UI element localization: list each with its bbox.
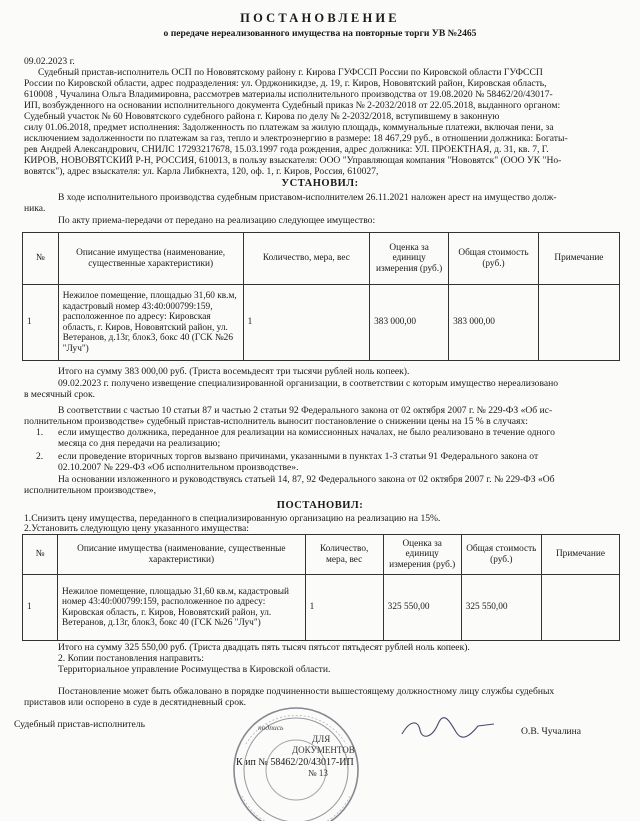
- intro-line: силу 01.06.2018, предмет исполнения: Задолженность по платежам за жилую площадь, коммунальные платежи, включая пени, за: [24, 122, 554, 133]
- stamp-line: ДОКУМЕНТОВ: [292, 745, 355, 755]
- cell-desc: Нежилое помещение, площадью 31,60 кв.м, кадастровый номер 43:40:000799:159, расположенное по адресу: Кировская область, г. Киров, Нововятский район, ул. Ветеранов, д.13г, блок3, бокс 40 (ГСК №26 "Луч"): [58, 575, 306, 641]
- col-header-desc: Описание имущества (наименование, существенные характеристики): [58, 233, 243, 285]
- col-header-num: №: [23, 535, 58, 575]
- intro-line: ИП, возбужденного на основании исполнительного документа Судебный приказ № 2-2032/2018 от 22.05.2018, выданного органом:: [24, 100, 561, 111]
- document-date: 09.02.2023 г.: [24, 56, 75, 67]
- arrest-text-line: В ходе исполнительного производства судебным приставом-исполнителем 26.11.2021 наложен арест на имущество долж-: [58, 192, 557, 203]
- table-row: [23, 285, 620, 361]
- bullet-1: 1.: [36, 427, 44, 438]
- col-header-qty: Количество, мера, вес: [305, 535, 383, 575]
- case-1-line: месяца со дня передачи на реализацию;: [58, 438, 221, 449]
- appeal-text-line: приставов или оспорено в суде в десятидневный срок.: [24, 697, 247, 708]
- footer-reference: К ип № 58462/20/43017-ИП: [236, 757, 354, 768]
- notice-text-line: 09.02.2023 г. получено извещение специализированной организации, в соответствии с которым имущество нереализовано: [58, 378, 559, 389]
- stamp-line: № 13: [308, 768, 328, 778]
- intro-line: вовятск"), адрес взыскателя: ул. Карла Либкнехта, 120, оф. 1, г. Киров, Россия, 610027,: [24, 166, 379, 177]
- cell-num: 1: [23, 575, 58, 641]
- intro-line: Судебный участок № 60 Нововятского судебного района г. Кирова по делу № 2-2032/2018, вступившему в законную: [24, 111, 500, 122]
- bullet-2: 2.: [36, 451, 44, 462]
- decided-header: ПОСТАНОВИЛ:: [276, 500, 364, 511]
- intro-line: КИРОВ, НОВОВЯТСКИЙ Р-Н, РОССИЯ, 610013, в пользу взыскателя: ООО "Управляющая компания "Нововятск" (ООО УК "Но-: [24, 155, 562, 166]
- signer-name: О.В. Чучалина: [521, 726, 582, 737]
- cell-total: 325 550,00: [461, 575, 541, 641]
- law-text-line: полнительном производстве» судебный пристав-исполнитель выносит постановление о снижении цены на 15 % в случаях:: [24, 416, 528, 427]
- intro-line: 610008 , Чучалина Ольга Владимировна, рассмотрев материалы исполнительного производства от 19.08.2020 № 58462/20/43017-: [24, 89, 553, 100]
- property-table: [22, 232, 620, 361]
- new-price-table: [22, 534, 620, 641]
- arrest-text-line: ника.: [24, 203, 46, 214]
- notice-text-line: в месячный срок.: [24, 389, 96, 400]
- cell-note: [541, 575, 619, 641]
- decision-1: 1.Снизить цену имущества, переданного в специализированную организацию на реализацию на 15%.: [24, 513, 441, 524]
- stamp-line: ДЛЯ: [312, 734, 331, 744]
- table-header-row: [23, 535, 620, 575]
- established-header: УСТАНОВИЛ:: [281, 178, 359, 189]
- document-subtitle: о передаче нереализованного имущества на повторные торги УВ №2465: [163, 28, 477, 39]
- cell-num: 1: [23, 285, 59, 361]
- basis-text-line: На основании изложенного и руководствуясь статьей 14, 87, 92 Федерального закона от 02 октября 2007 г. № 229-ФЗ «Об: [58, 474, 555, 485]
- col-header-total: Общая стоимость (руб.): [449, 233, 539, 285]
- case-1-line: если имущество должника, переданное для реализации на комиссионных началах, не было реализовано в течение одного: [58, 427, 555, 438]
- table-row: [23, 575, 620, 641]
- case-2-line: 02.10.2007 № 229-ФЗ «Об исполнительном производстве».: [58, 462, 299, 473]
- law-text-line: В соответствии с частью 10 статьи 87 и частью 2 статьи 92 Федерального закона от 02 октября 2007 г. № 229-ФЗ «Об ис-: [58, 405, 553, 416]
- cell-qty: 1: [243, 285, 370, 361]
- col-header-qty: Количество, мера, вес: [243, 233, 370, 285]
- cell-unit-price: 325 550,00: [383, 575, 461, 641]
- col-header-note: Примечание: [541, 535, 619, 575]
- basis-text-line: исполнительном производстве»,: [24, 485, 156, 496]
- act-text: По акту приема-передачи от передано на реализацию следующее имущество:: [58, 215, 376, 226]
- cell-unit-price: 383 000,00: [370, 285, 449, 361]
- col-header-desc: Описание имущества (наименование, существенные характеристики): [58, 535, 306, 575]
- total-2: Итого на сумму 325 550,00 руб. (Триста двадцать пять тысяч пятьсот пятьдесят рублей ноль копеек).: [58, 642, 470, 653]
- cell-total: 383 000,00: [449, 285, 539, 361]
- signer-title: Судебный пристав-исполнитель: [14, 719, 145, 730]
- col-header-total: Общая стоимость (руб.): [461, 535, 541, 575]
- table-header-row: [23, 233, 620, 285]
- stamp-caption: подпись: [258, 723, 284, 732]
- intro-line: России по Кировской области, адрес подразделения: ул. Орджоникидзе, д. 19, г. Киров, Нововятский район, Кировская область,: [24, 78, 547, 89]
- col-header-num: №: [23, 233, 59, 285]
- document-title: ПОСТАНОВЛЕНИЕ: [240, 11, 400, 25]
- col-header-note: Примечание: [538, 233, 619, 285]
- intro-line: Судебный пристав-исполнитель ОСП по Нововятскому району г. Кирова ГУФССП России по Кировской области ГУФССП: [38, 67, 543, 78]
- copies-recipient: Территориальное управление Росимущества в Кировской области.: [58, 664, 331, 675]
- signature-image: [398, 716, 498, 740]
- total-1: Итого на сумму 383 000,00 руб. (Триста восемьдесят три тысячи рублей ноль копеек).: [58, 366, 410, 377]
- copies-header: 2. Копии постановления направить:: [58, 653, 204, 664]
- cell-qty: 1: [305, 575, 383, 641]
- cell-note: [538, 285, 619, 361]
- intro-line: рев Андрей Александрович, СНИЛС 17293217678, 15.03.1997 года рождения, адрес должника: УЛ. ПРОЕКТНАЯ, д. 31, кв. 7, Г.: [24, 144, 549, 155]
- decision-2: 2.Установить следующую цену указанного имущества:: [24, 523, 249, 534]
- intro-line: исключением задолженности по платежам за газ, тепло и электроэнергию в размере: 18 467,29 руб., в отношении должника: Богаты-: [24, 133, 568, 144]
- cell-desc: Нежилое помещение, площадью 31,60 кв.м, кадастровый номер 43:40:000799:159, расположенное по адресу: Кировская область, г. Киров, Нововятский район, ул. Ветеранов, д.13г, блок3, бокс 40 (ГСК №26 "Луч"): [58, 285, 243, 361]
- col-header-unit-price: Оценка за единицу измерения (руб.): [383, 535, 461, 575]
- col-header-unit-price: Оценка за единицу измерения (руб.): [370, 233, 449, 285]
- case-2-line: если проведение вторичных торгов вызвано причинами, указанными в пунктах 1-3 статьи 91 Федерального закона от: [58, 451, 539, 462]
- appeal-text-line: Постановление может быть обжаловано в порядке подчиненности вышестоящему должностному лицу службы судебных: [58, 686, 555, 697]
